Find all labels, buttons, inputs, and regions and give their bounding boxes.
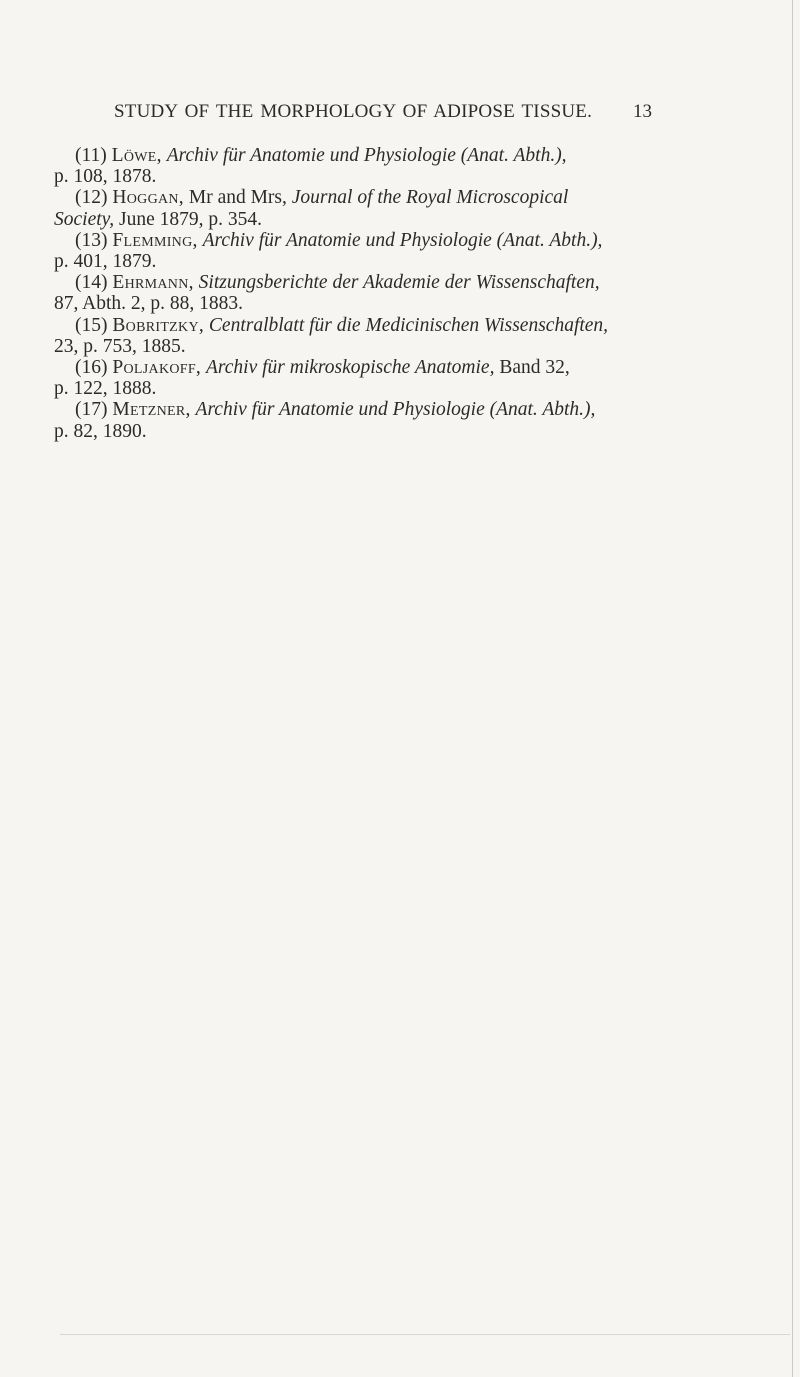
reference-15 [54,315,674,357]
ref-details: p. 108, 1878. [54,166,157,188]
reference-13 [54,230,674,272]
ref-journal: Archiv für Anatomie und Physiologie (Anat. Abth.), [166,145,567,166]
ref-number: (16) [75,357,108,379]
ref-number: (17) [75,399,108,421]
page-edge-right [792,0,793,1377]
ref-number: (12) [75,187,108,209]
ref-journal-cont: Society, [54,208,115,230]
page-header [114,101,652,131]
ref-number: (14) [75,272,108,294]
ref-number: (13) [75,229,108,251]
reference-12 [54,187,674,229]
ref-journal: Sitzungsberichte der Akademie der Wissenschaften, [198,272,600,294]
ref-details: June 1879, p. 354. [114,208,262,230]
ref-journal: Journal of the Royal Microscopical [291,187,569,209]
ref-author: Löwe, [111,145,162,166]
ref-details: p. 82, 1890. [54,420,147,442]
reference-17 [54,399,674,441]
ref-journal: Centralblatt für die Medicinischen Wissenschaften, [208,314,609,336]
ref-author: Metzner, [112,399,191,421]
ref-number: (15) [75,314,108,336]
ref-details: 23, p. 753, 1885. [54,335,186,357]
ref-journal: Archiv für mikroskopische Anatomie, [205,357,495,379]
ref-details: 87, Abth. 2, p. 88, 1883. [54,293,244,315]
ref-author: Bobritzky, [112,314,205,336]
ref-author: Ehrmann, [112,272,194,294]
reference-list [54,145,674,442]
ref-pre: Mr and Mrs, [183,187,292,209]
ref-journal: Archiv für Anatomie und Physiologie (Anat. Abth.), [202,229,603,251]
reference-14 [54,272,674,314]
ref-rest: Band 32, [494,357,570,379]
page-edge-bottom [60,1334,790,1335]
running-head: STUDY OF THE MORPHOLOGY OF ADIPOSE TISSUE. [114,101,593,122]
ref-author: Flemming, [112,229,198,251]
ref-journal: Archiv für Anatomie und Physiologie (Anat. Abth.), [195,399,596,421]
reference-16 [54,357,674,399]
ref-author: Hoggan, [112,187,184,209]
ref-details: p. 401, 1879. [54,251,157,273]
page-number: 13 [633,101,652,122]
ref-author: Poljakoff, [112,357,202,379]
ref-number: (11) [75,145,107,166]
ref-details: p. 122, 1888. [54,378,157,400]
reference-11 [54,145,674,187]
